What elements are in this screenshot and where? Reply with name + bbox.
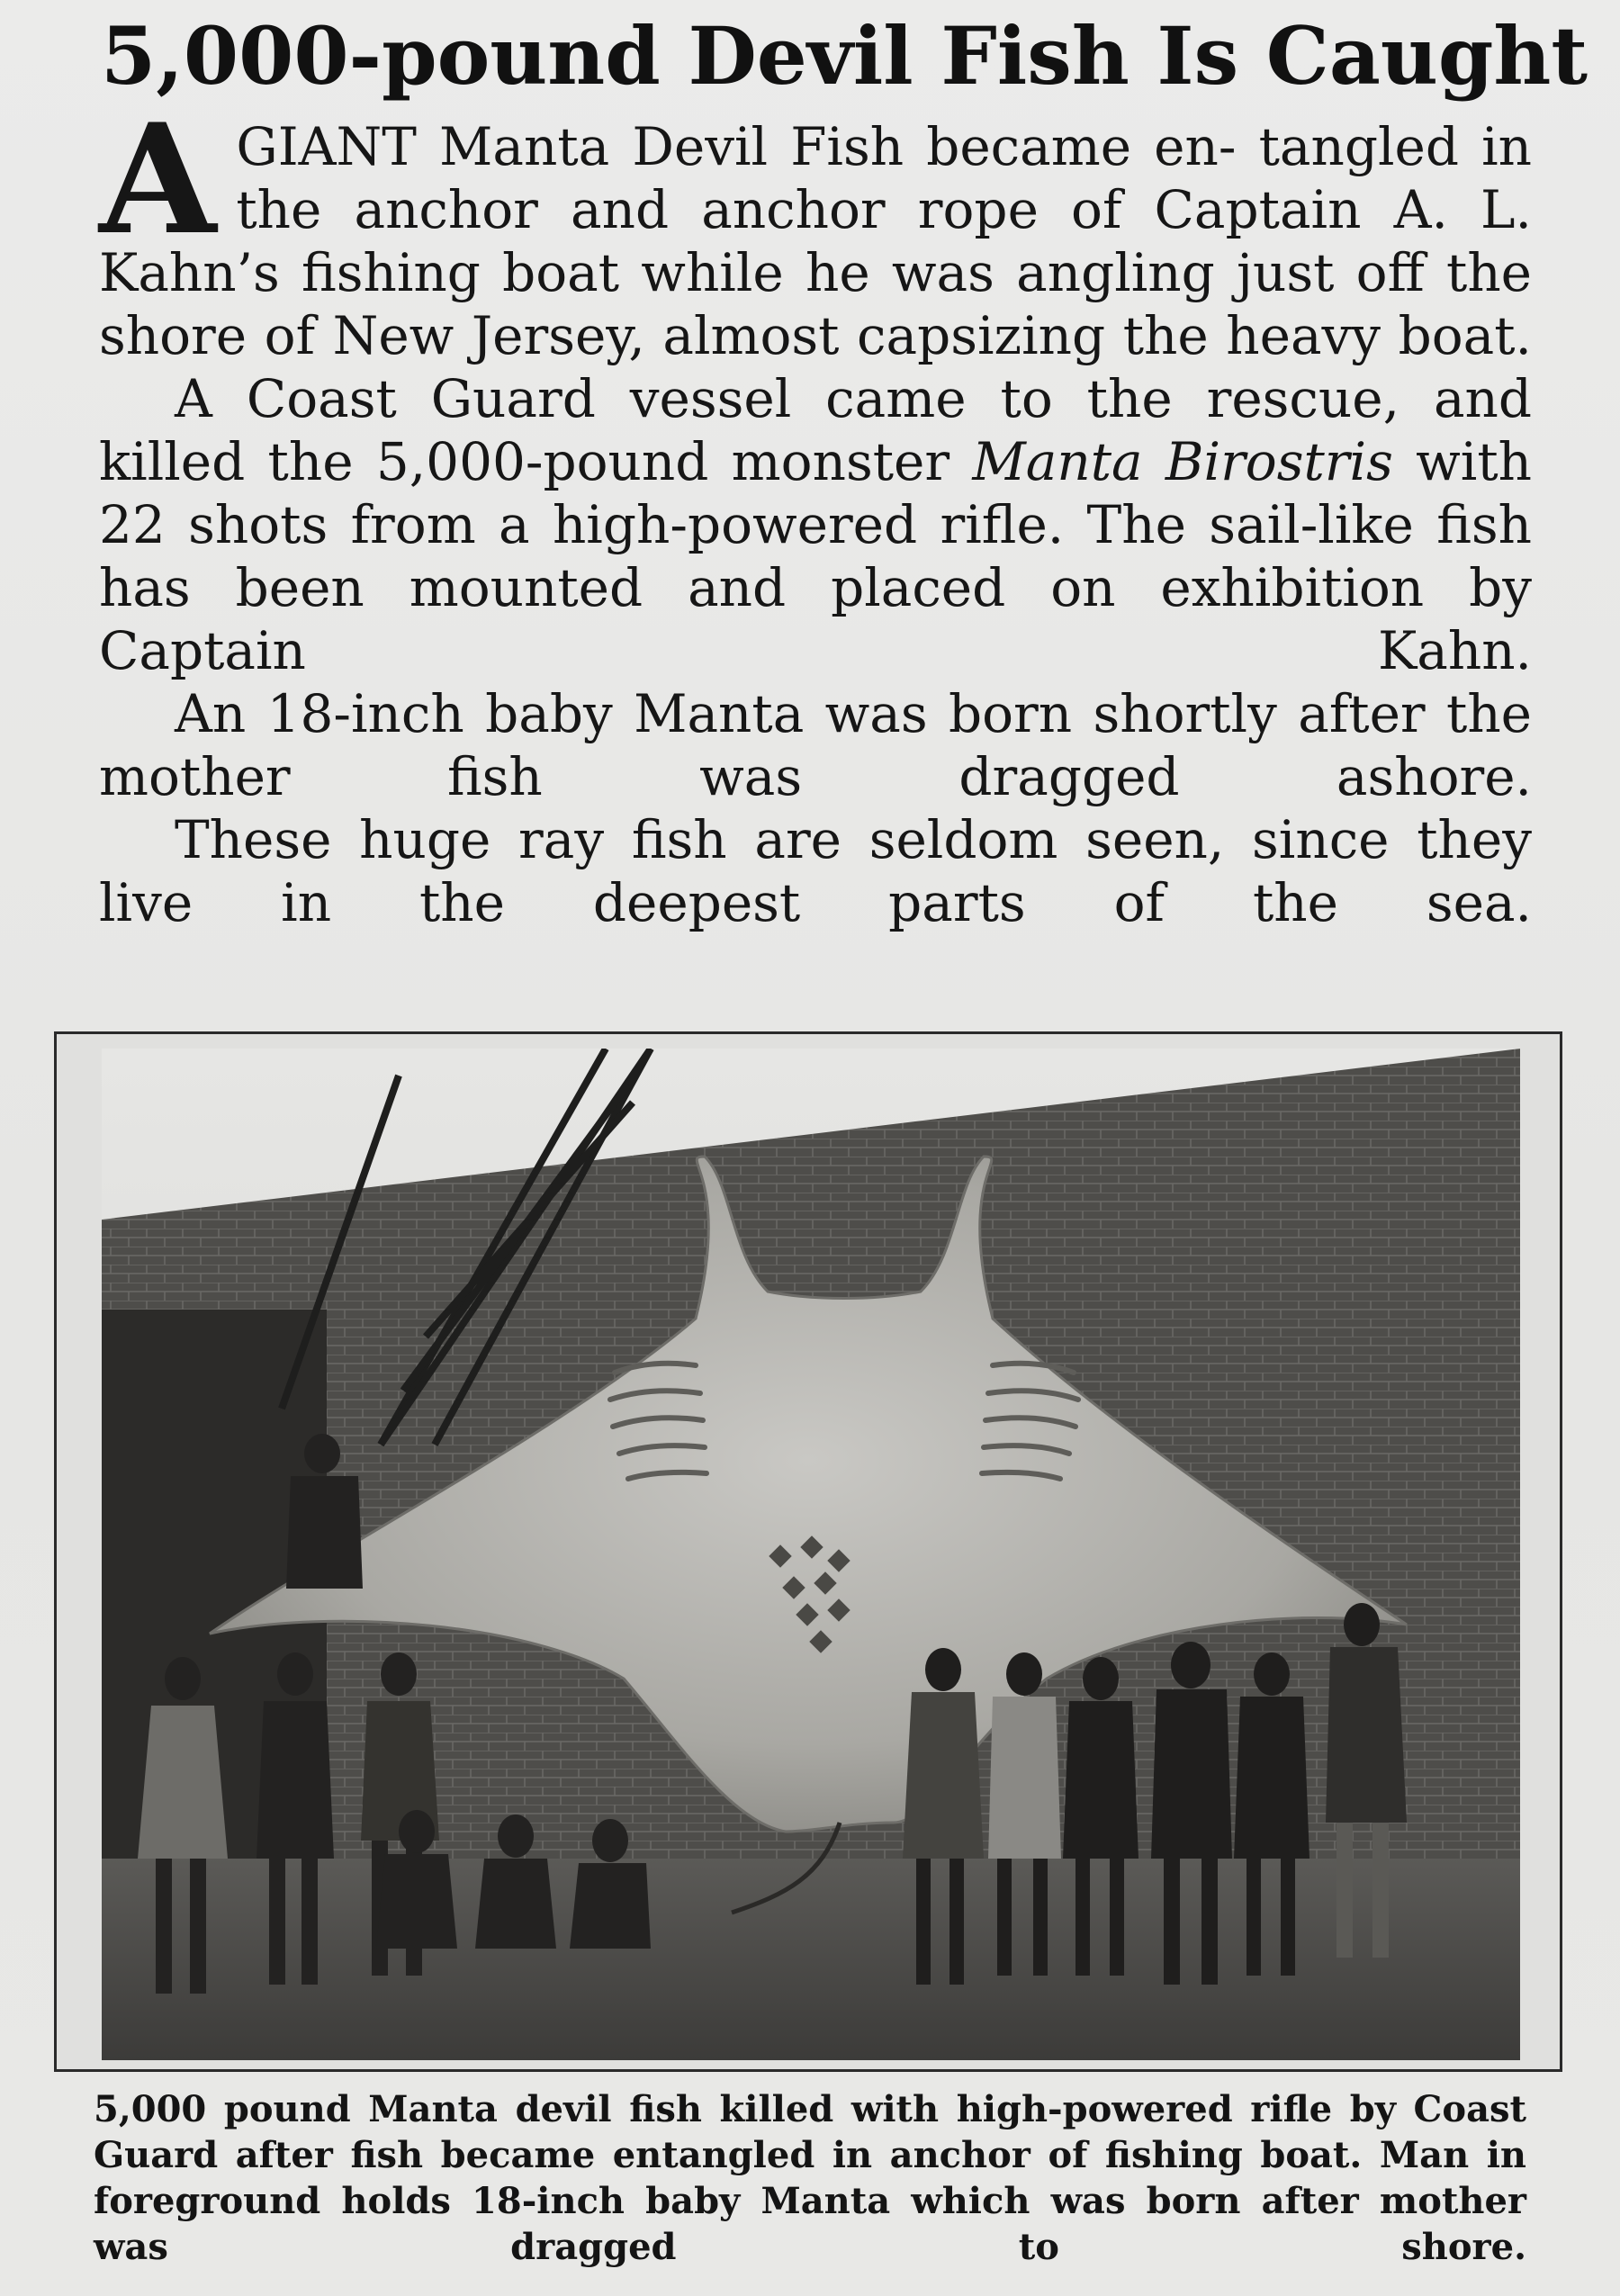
- article-paragraph-4: [99, 808, 1532, 934]
- caption-line-2: rifle by Coast Guard after fish became entangled in anchor: [94, 2088, 1526, 2176]
- caption-line-1: 5,000 pound Manta devil fish killed with high-powered: [94, 2088, 1233, 2130]
- caption-line-3: of fishing boat. Man in foreground holds 18-inch baby: [94, 2134, 1526, 2222]
- caption-text: [94, 2086, 1526, 2270]
- drop-cap: A: [99, 90, 217, 268]
- photo-caption: [94, 2086, 1526, 2270]
- caption-line-4: Manta which was born after mother was dragged to shore.: [94, 2180, 1526, 2268]
- p2-line-1: A Coast Guard vessel came to the rescue,: [175, 368, 1400, 429]
- article-paragraph-2: [99, 367, 1532, 682]
- article-paragraph-3: [99, 682, 1532, 808]
- headline: 5,000-pound Devil Fish Is Caught: [101, 9, 1588, 103]
- article-body: [99, 90, 1533, 934]
- p3-line-1: An 18-inch baby Manta was born shortly: [175, 683, 1277, 744]
- p3-line-2: after the mother fish was dragged ashore.: [99, 683, 1533, 807]
- p4-line-1: These huge ray fish are seldom seen, since: [175, 809, 1390, 870]
- p2-line-2: and killed the 5,000-pound monster: [99, 368, 1532, 492]
- p2-line-4: with 22 shots from a high-powered: [99, 431, 1533, 555]
- p2-line-5: rifle. The sail-like fish has been mounted: [99, 494, 1533, 618]
- photo-frame: [54, 1031, 1562, 2072]
- p1-line-2: tangled in the anchor and anchor rope: [236, 116, 1532, 240]
- p4-line-2: they live in the deepest parts of the sea.: [99, 809, 1532, 933]
- species-genus: Manta: [972, 431, 1143, 492]
- p1-line-5: Jersey, almost capsizing the heavy boat.: [471, 305, 1532, 366]
- species-name: Birostris: [1165, 431, 1393, 492]
- p1-line-1: GIANT Manta Devil Fish became en-: [236, 116, 1237, 177]
- p2-line-6: and placed on exhibition by Captain Kahn.: [99, 557, 1533, 681]
- p1-line-3: of Captain A. L. Kahn’s fishing boat while: [99, 179, 1532, 303]
- photo-illustration: [102, 1049, 1520, 2060]
- p1-line-4: he was angling just off the shore of New: [99, 242, 1533, 366]
- article-paragraph-1: [99, 90, 1533, 367]
- manta-photograph: [102, 1049, 1520, 2060]
